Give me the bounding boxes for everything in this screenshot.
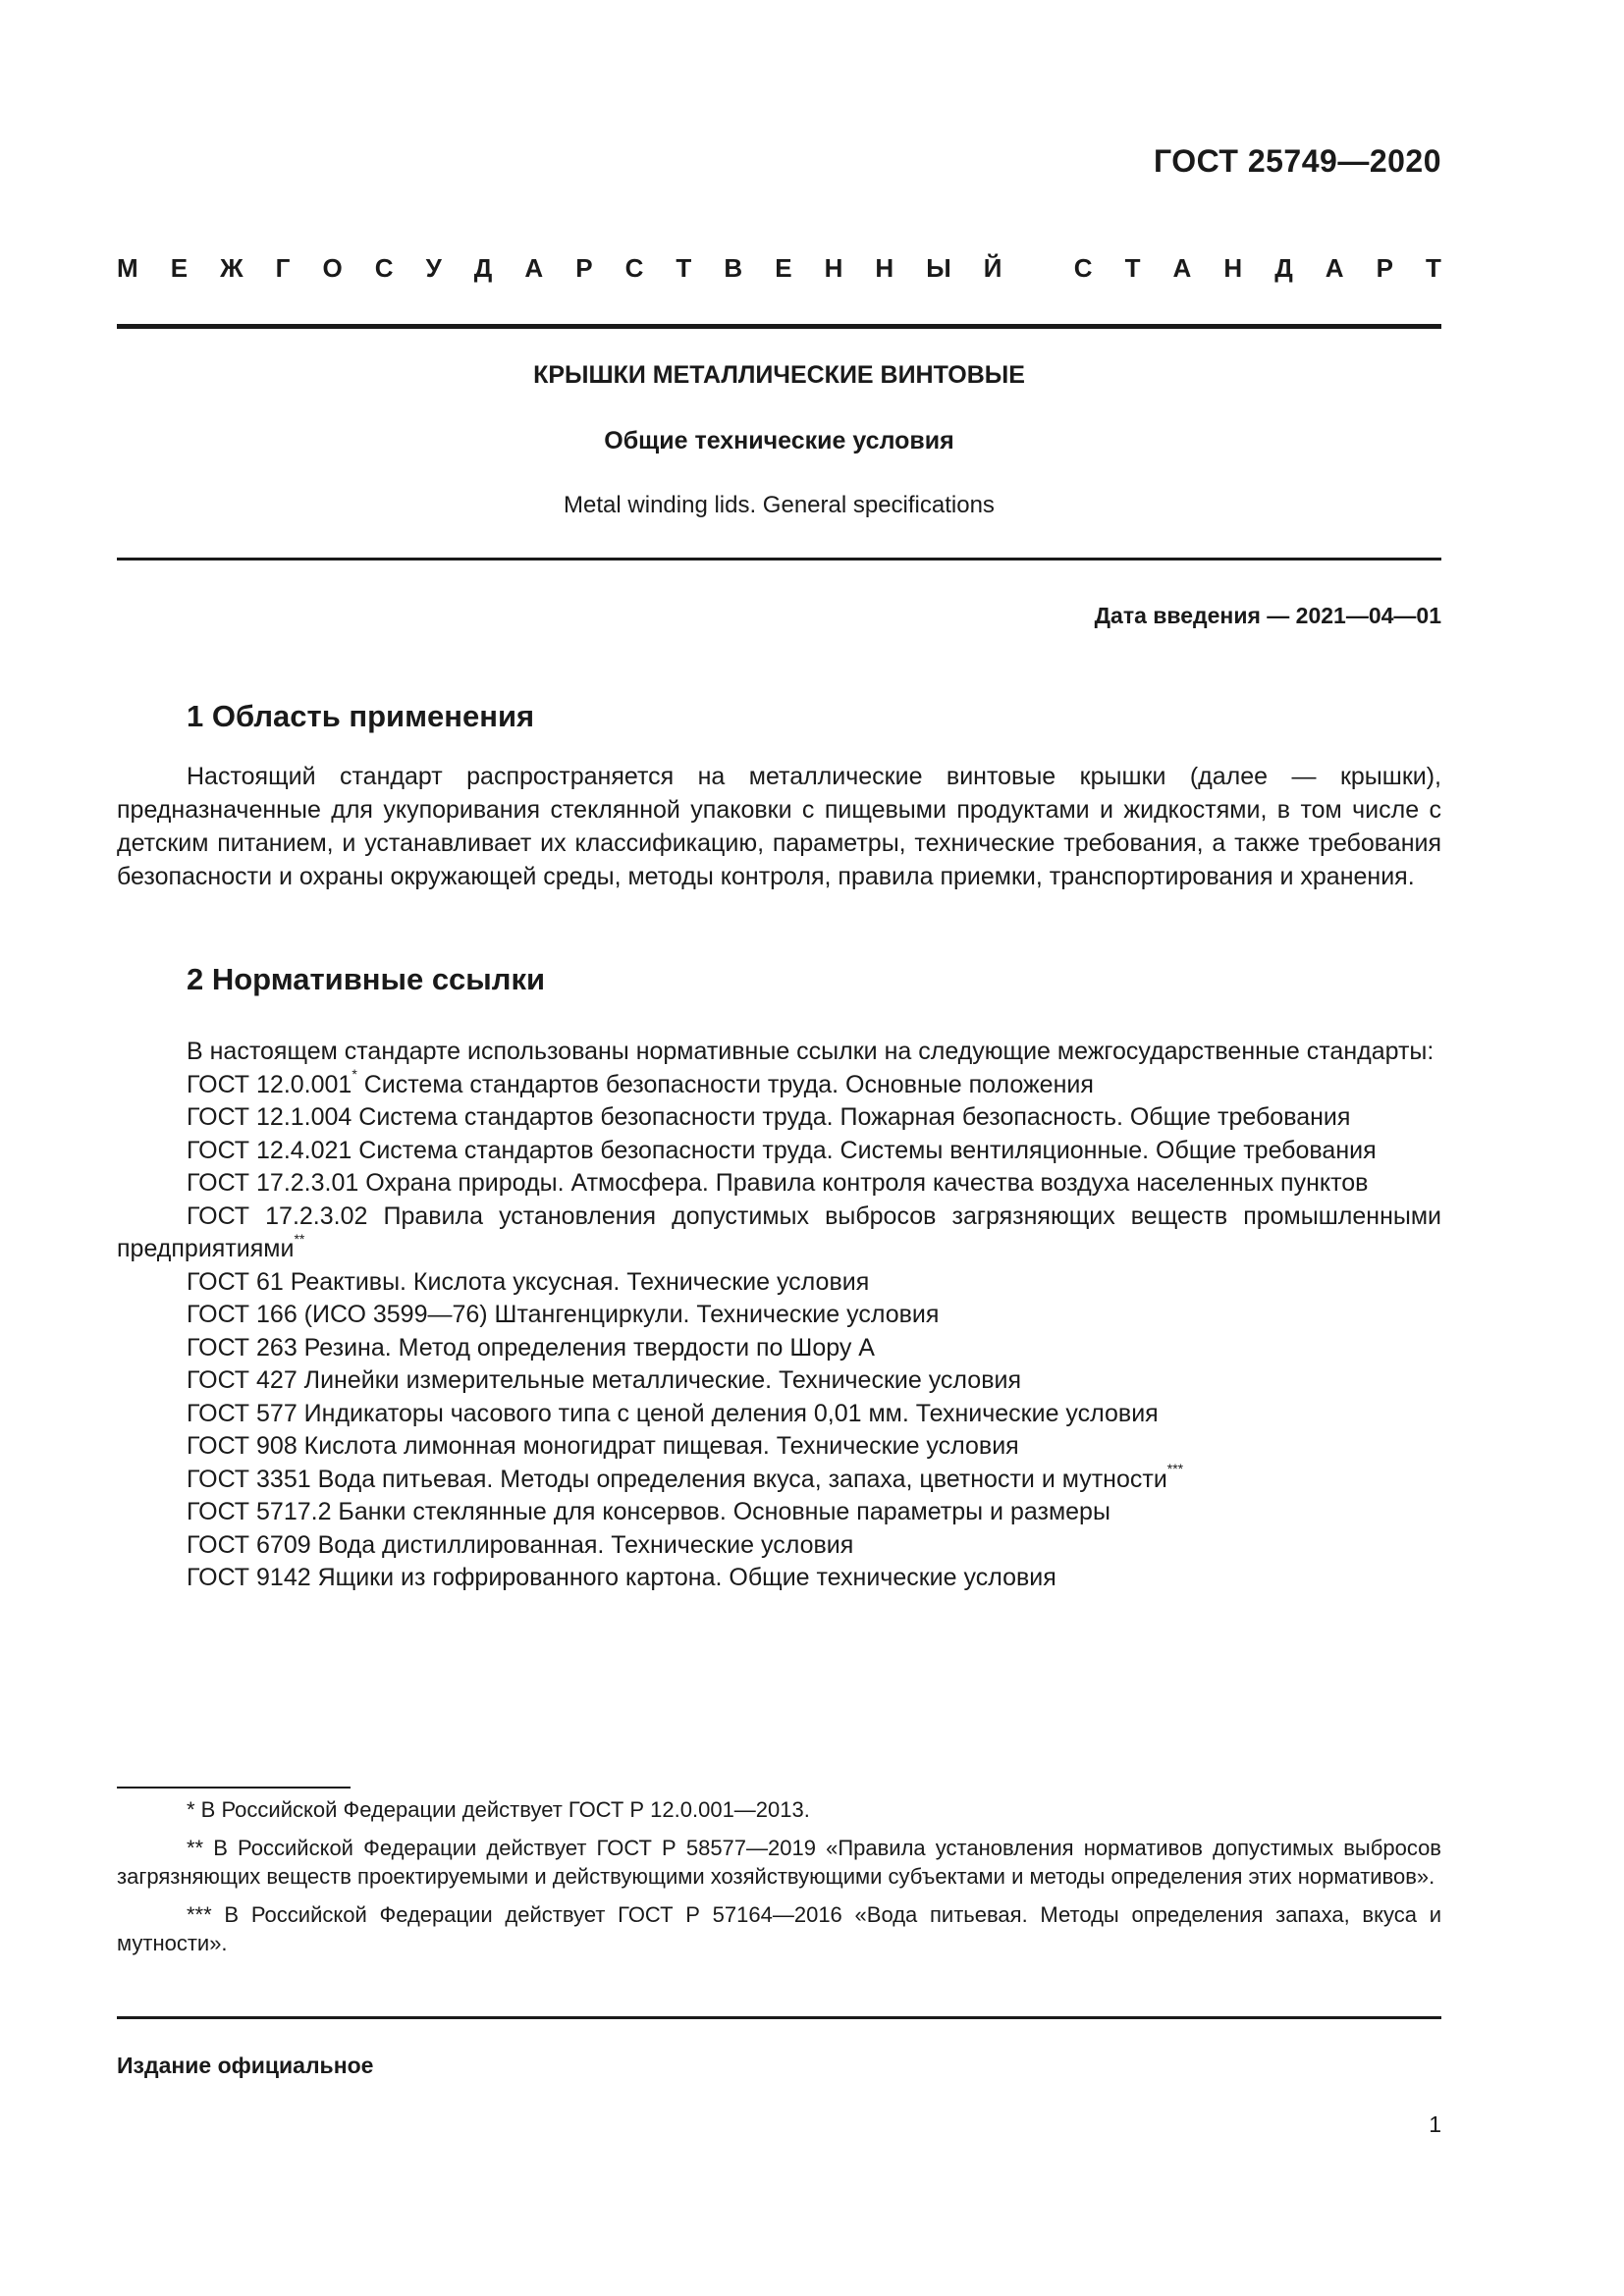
banner-letter: Ж	[220, 253, 244, 283]
banner-letter: Й	[983, 253, 1002, 283]
introduction-date: Дата введения — 2021—04—01	[1094, 603, 1441, 628]
banner-letter: О	[322, 253, 343, 283]
banner-letter: Н	[1223, 253, 1243, 283]
official-edition-label: Издание официальное	[117, 2053, 374, 2078]
footer-rule	[117, 2016, 1441, 2019]
footnote-mark: **	[294, 1230, 305, 1247]
reference-item: ГОСТ 12.0.001* Система стандартов безопасности труда. Основные положения	[187, 1066, 1094, 1098]
title-rule	[117, 558, 1441, 561]
scope-paragraph: Настоящий стандарт распространяется на металлические винтовые крышки (далее — крышки), предназначенные для укупоривания стеклянной упаковки с пищевыми продуктами и жидкостями, в том числе с детским питанием, и устанавливает их классификацию, параметры, технические требования, а также требования безопасности и охраны окружающей среды, методы контроля, правила приемки, транспортирования и хранения.	[117, 763, 1441, 890]
reference-item: ГОСТ 3351 Вода питьевая. Методы определения вкуса, запаха, цветности и мутности***	[187, 1461, 1184, 1493]
english-title: Metal winding lids. General specifications	[564, 492, 995, 518]
reference-item: ГОСТ 908 Кислота лимонная моногидрат пищевая. Технические условия	[187, 1432, 1019, 1460]
banner-letter: В	[724, 253, 743, 283]
banner-letter: Д	[1274, 253, 1293, 283]
banner-letter: Р	[575, 253, 593, 283]
reference-item: ГОСТ 5717.2 Банки стеклянные для консервов. Основные параметры и размеры	[187, 1498, 1110, 1525]
banner-letter: Т	[1124, 253, 1141, 283]
reference-item: ГОСТ 9142 Ящики из гофрированного картона. Общие технические условия	[187, 1564, 1056, 1591]
banner-letter: Г	[275, 253, 291, 283]
banner-letter: Ы	[926, 253, 951, 283]
footnote-mark: ***	[1166, 1461, 1184, 1477]
references-intro: В настоящем стандарте использованы нормативные ссылки на следующие межгосударственные стандарты:	[187, 1038, 1435, 1065]
reference-item: ГОСТ 166 (ИСО 3599—76) Штангенциркули. Технические условия	[187, 1301, 940, 1328]
banner-letter: С	[624, 253, 644, 283]
reference-item: ГОСТ 427 Линейки измерительные металлические. Технические условия	[187, 1366, 1021, 1394]
banner-letter: Т	[1425, 253, 1441, 283]
banner-letter: Т	[676, 253, 692, 283]
interstate-standard-banner	[117, 253, 1441, 284]
reference-item: ГОСТ 17.2.3.02 Правила установления допустимых выбросов загрязняющих веществ промышленными предприятиями**	[117, 1201, 1441, 1262]
banner-letter: У	[425, 253, 442, 283]
banner-letter: Е	[775, 253, 792, 283]
banner-letter: А	[1172, 253, 1192, 283]
banner-letter: М	[117, 253, 138, 283]
page-number: 1	[1429, 2111, 1441, 2137]
document-title: КРЫШКИ МЕТАЛЛИЧЕСКИЕ ВИНТОВЫЕ	[533, 361, 1025, 389]
banner-letter: С	[1073, 253, 1093, 283]
banner-letter: А	[524, 253, 544, 283]
banner-word-gap	[1034, 253, 1041, 284]
document-subtitle: Общие технические условия	[604, 427, 954, 454]
section-heading-references: 2 Нормативные ссылки	[187, 962, 546, 996]
reference-item: ГОСТ 263 Резина. Метод определения твердости по Шору А	[187, 1333, 875, 1362]
banner-letter: А	[1325, 253, 1344, 283]
header-rule	[117, 324, 1441, 329]
banner-letter: С	[374, 253, 394, 283]
banner-letter: Р	[1376, 253, 1393, 283]
reference-list	[117, 1066, 1441, 1595]
footnote-rule	[117, 1787, 351, 1789]
reference-item: ГОСТ 17.2.3.01 Охрана природы. Атмосфера. Правила контроля качества воздуха населенных пунктов	[187, 1169, 1369, 1197]
footnote: *** В Российской Федерации действует ГОСТ Р 57164—2016 «Вода питьевая. Методы определения запаха, вкуса и мутности».	[117, 1902, 1441, 1955]
document-number: ГОСТ 25749—2020	[1153, 143, 1441, 179]
reference-item: ГОСТ 61 Реактивы. Кислота уксусная. Технические условия	[187, 1267, 870, 1296]
banner-letter: Н	[875, 253, 894, 283]
banner-letter: Е	[170, 253, 189, 283]
section-heading-scope: 1 Область применения	[187, 699, 535, 733]
banner-letter: Д	[473, 253, 493, 283]
footnote: * В Российской Федерации действует ГОСТ Р 12.0.001—2013.	[187, 1797, 810, 1822]
normative-references	[117, 1036, 1441, 1595]
banner-letter: Н	[824, 253, 843, 283]
reference-item: ГОСТ 12.1.004 Система стандартов безопасности труда. Пожарная безопасность. Общие требования	[187, 1103, 1351, 1131]
footnote-mark: *	[352, 1066, 357, 1083]
footnotes	[117, 1795, 1441, 1967]
footnote: ** В Российской Федерации действует ГОСТ Р 58577—2019 «Правила установления нормативов допустимых выбросов загрязняющих веществ проектируемыми и действующими хозяйствующими субъектами и методы определения этих нормативов».	[117, 1836, 1441, 1889]
reference-item: ГОСТ 12.4.021 Система стандартов безопасности труда. Системы вентиляционные. Общие требования	[187, 1136, 1377, 1164]
reference-item: ГОСТ 6709 Вода дистиллированная. Технические условия	[187, 1530, 854, 1559]
reference-item: ГОСТ 577 Индикаторы часового типа с ценой деления 0,01 мм. Технические условия	[187, 1399, 1159, 1427]
